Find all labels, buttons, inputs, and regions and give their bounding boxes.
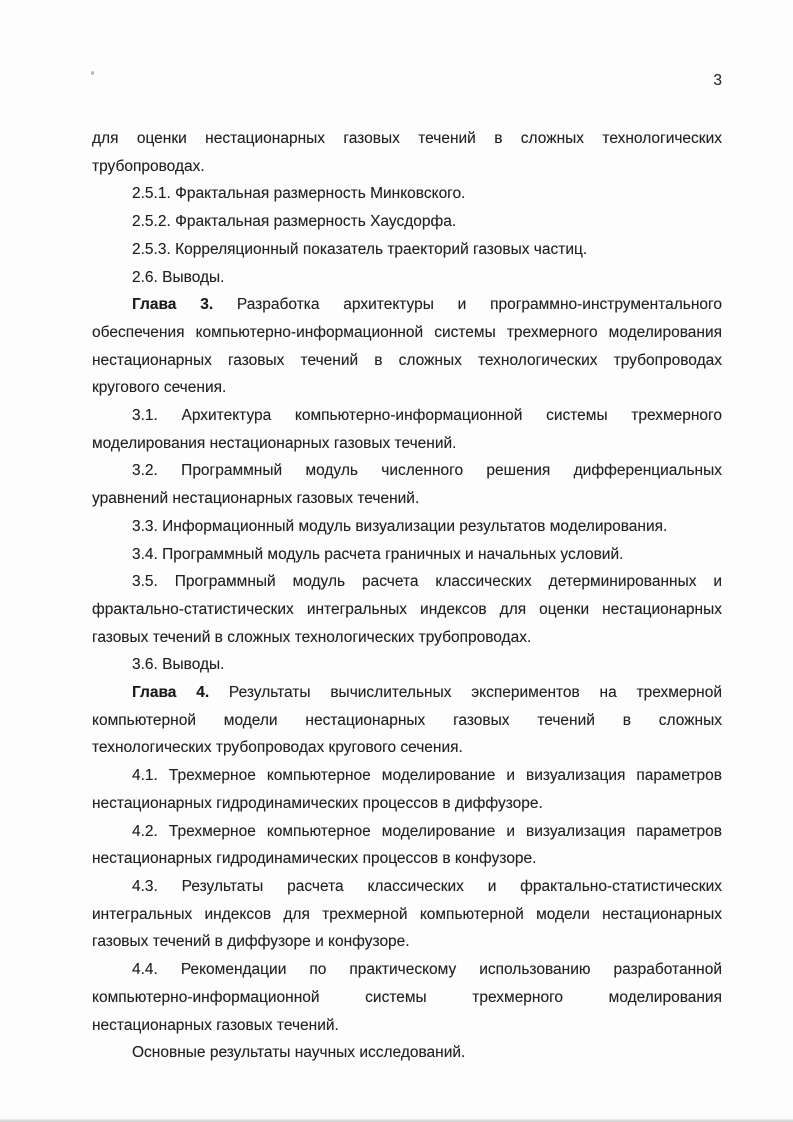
text-line: уравнений нестационарных газовых течений. bbox=[92, 490, 420, 508]
text-line: технологических трубопроводах кругового сечения. bbox=[92, 739, 463, 757]
toc-paragraph bbox=[92, 264, 722, 292]
toc-content bbox=[92, 125, 722, 1067]
text-line: нестационарных гидродинамических процессов в конфузоре. bbox=[92, 850, 537, 868]
text-line: 2.5.3. Корреляционный показатель траекторий газовых частиц. bbox=[132, 240, 588, 258]
text-line: газовых течений в диффузоре и конфузоре. bbox=[92, 933, 410, 951]
toc-paragraph bbox=[92, 180, 722, 208]
text-line: 3.3. Информационный модуль визуализации результатов моделирования. bbox=[132, 517, 668, 535]
text-line: газовых течений в сложных технологических трубопроводах. bbox=[92, 628, 532, 646]
text-line: 2.5.2. Фрактальная размерность Хаусдорфа. bbox=[132, 213, 457, 231]
toc-paragraph bbox=[92, 651, 722, 679]
chapter-heading-paragraph bbox=[92, 291, 722, 402]
scan-artifact-speck bbox=[91, 71, 94, 75]
chapter-label: Глава 4. bbox=[132, 684, 210, 702]
text-line: 2.5.1. Фрактальная размерность Минковского. bbox=[132, 185, 466, 203]
text-line: 4.1. Трехмерное компьютерное моделирование и визуализация параметров bbox=[132, 767, 722, 785]
chapter-label: Глава 3. bbox=[132, 296, 214, 314]
text-line: Глава 3. Разработка архитектуры и программно-инструментального bbox=[132, 296, 722, 314]
text-line: 3.5. Программный модуль расчета классических детерминированных и bbox=[132, 573, 722, 591]
text-line: фрактально-статистических интегральных индексов для оценки нестационарных bbox=[92, 600, 722, 618]
toc-paragraph bbox=[92, 873, 722, 956]
text-line: 2.6. Выводы. bbox=[132, 268, 225, 286]
text-line: моделирования нестационарных газовых течений. bbox=[92, 434, 457, 452]
text-line: 4.4. Рекомендации по практическому использованию разработанной bbox=[132, 961, 722, 979]
toc-paragraph bbox=[92, 568, 722, 651]
text-line: 4.3. Результаты расчета классических и фрактально-статистических bbox=[132, 877, 722, 895]
text-line: 3.1. Архитектура компьютерно-информационной системы трехмерного bbox=[132, 407, 722, 425]
toc-paragraph bbox=[92, 762, 722, 817]
toc-paragraph bbox=[92, 208, 722, 236]
text-line: 3.2. Программный модуль численного решения дифференциальных bbox=[132, 462, 722, 480]
toc-paragraph bbox=[92, 125, 722, 180]
text-line: нестационарных газовых течений. bbox=[92, 1016, 339, 1034]
toc-paragraph bbox=[92, 402, 722, 457]
toc-paragraph bbox=[92, 818, 722, 873]
page-number: 3 bbox=[713, 72, 722, 89]
text-line: нестационарных газовых течений в сложных технологических трубопроводах bbox=[92, 351, 722, 369]
text-line: кругового сечения. bbox=[92, 379, 227, 397]
text-line: Основные результаты научных исследований. bbox=[132, 1044, 466, 1062]
toc-paragraph bbox=[92, 956, 722, 1039]
text-line: интегральных индексов для трехмерной компьютерной модели нестационарных bbox=[92, 905, 722, 923]
text-line: компьютерно-информационной системы трехмерного моделирования bbox=[92, 988, 722, 1006]
text-line: нестационарных гидродинамических процессов в диффузоре. bbox=[92, 794, 543, 812]
toc-paragraph bbox=[92, 541, 722, 569]
text-line: трубопроводах. bbox=[92, 157, 205, 175]
chapter-heading-paragraph bbox=[92, 679, 722, 762]
text-line: Глава 4. Результаты вычислительных экспериментов на трехмерной bbox=[132, 684, 722, 702]
toc-paragraph bbox=[92, 236, 722, 264]
toc-paragraph bbox=[92, 457, 722, 512]
text-line: компьютерной модели нестационарных газовых течений в сложных bbox=[92, 711, 722, 729]
toc-paragraph bbox=[92, 513, 722, 541]
toc-paragraph bbox=[92, 1039, 722, 1067]
text-line: 3.6. Выводы. bbox=[132, 656, 225, 674]
text-line: 3.4. Программный модуль расчета граничных и начальных условий. bbox=[132, 545, 624, 563]
text-line: 4.2. Трехмерное компьютерное моделирование и визуализация параметров bbox=[132, 822, 722, 840]
text-line: для оценки нестационарных газовых течений в сложных технологических bbox=[92, 130, 722, 147]
text-line: обеспечения компьютерно-информационной системы трехмерного моделирования bbox=[92, 323, 722, 341]
